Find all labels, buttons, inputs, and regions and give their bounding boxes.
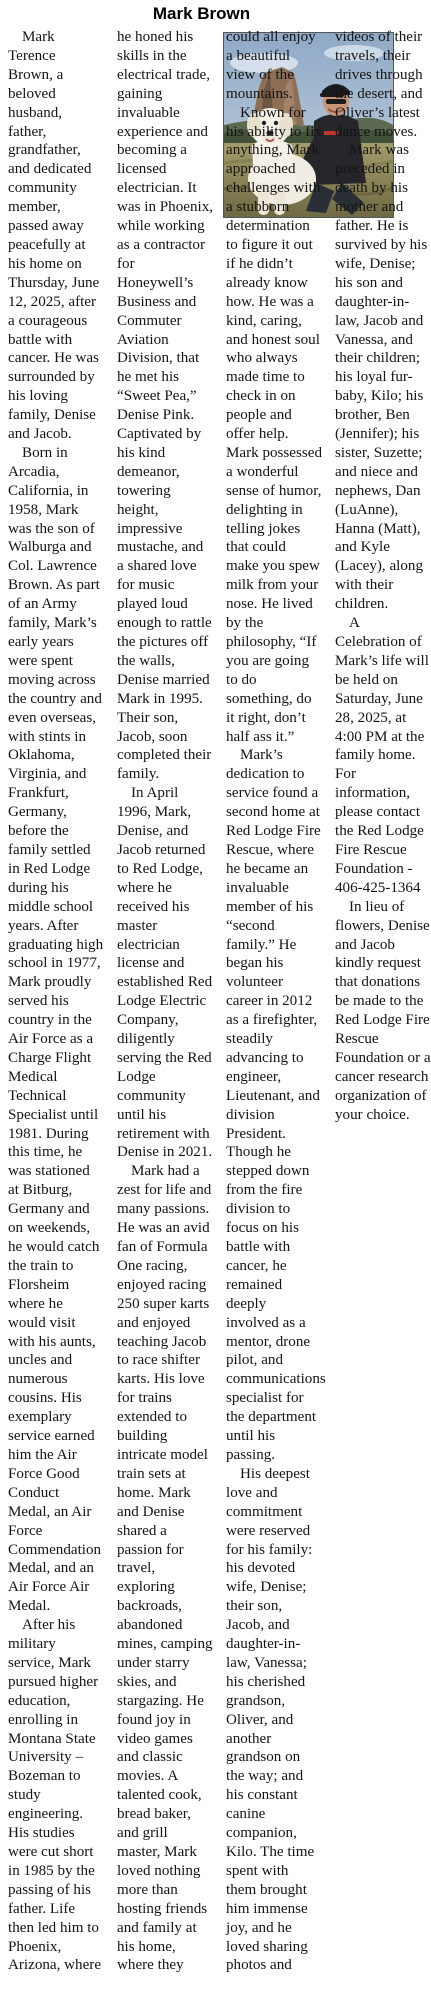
obituary-title: Mark Brown <box>152 4 251 23</box>
paragraph-celebration: A Celebration of Mark’s life will be held on Saturday, June 28, 2025, at 4:00 PM at the family home. For information, please contact the Red Lodge Fire Rescue Foundation - 406-425-1364 <box>335 615 429 896</box>
paragraph-family-love: His deepest love and commitment were reserved for his family: his devoted wife, Denise; their son, Jacob, and daughter-in-law, Vanessa; his cherished grandson, Oliver, and another grandson on the way; and his constant canine companion, Kilo. The time spent with them brought him immense joy, and he loved sharing photos and videos of their travels, their drives through the desert, and Oliver’s latest dance moves. <box>226 29 423 1974</box>
obituary-columns <box>8 28 431 1978</box>
paragraph-intro: Mark Terence Brown, a beloved husband, father, grandfather, and dedicated community member, passed away peacefully at his home on Thursday, June 12, 2025, after a courageous battle with cancer. He was surrounded by his loving family, Denise and Jacob. <box>8 29 100 443</box>
paragraph-red-lodge-return: In April 1996, Mark, Denise, and Jacob returned to Red Lodge, where he received his master electrician license and established Red Lodge Electric Company, diligently serving the Red Lodge community until his retirement with Denise in 2021. <box>117 785 213 1161</box>
paragraph-early-life: Born in Arcadia, California, in 1958, Mark was the son of Walburga and Col. Lawrence Brown. As part of an Army family, Mark’s early years were spent moving across the country and even overseas, with stints in Oklahoma, Virginia, and Frankfurt, Germany, before the family settled in Red Lodge during his middle school years. After graduating high school in 1977, Mark proudly served his country in the Air Force as a Charge Flight Medical Technical Specialist until 1981. During this time, he was stationed at Bitburg, Germany and on weekends, he would catch the train to Florsheim where he would visit with his aunts, uncles and numerous cousins. His exemplary service earned him the Air Force Good Conduct Medal, an Air Force Commendation Medal, and an Air Force Air Medal. <box>8 444 104 1615</box>
paragraph-survivors: Mark was preceded in death by his mother and father. He is survived by his wife, Denise; his son and daughter-in-law, Jacob and Vanessa, and their children; his loyal fur-baby, Kilo; his brother, Ben (Jennifer); his sister, Suzette; and niece and nephews, Dan (LuAnne), Hanna (Matt), and Kyle (Lacey), along with their children. <box>335 142 428 613</box>
paragraph-donations: In lieu of flowers, Denise and Jacob kindly request that donations be made to the Red Lodge Fire Rescue Foundation or a cancer research organization of your choice. <box>335 898 431 1123</box>
paragraph-character: Known for his ability to fix anything, Mark approached challenges with a stubborn determination to figure it out if he didn’t already know how. He was a kind, caring, and honest soul who always made time to check in on people and offer help. Mark possessed a wonderful sense of humor, delighting in telling jokes that could make you spew milk from your nose. He lived by the philosophy, “If you are going to do something, do it right, don’t half ass it.” <box>226 104 323 745</box>
obituary-body <box>8 28 431 1978</box>
paragraph-passions: Mark had a zest for life and many passions. He was an avid fan of Formula One racing, enjoyed racing 250 super karts and enjoyed teaching Jacob to race shifter karts. His love for trains extended to building intricate model train sets at home. Mark and Denise shared a passion for travel, exploring backroads, abandoned mines, camping under starry skies, and stargazing. He found joy in video games and classic movies. A talented cook, bread baker, and grill master, Mark loved nothing more than hosting friends and family at his home, where they could all enjoy a beautiful view of the mountains. <box>117 29 316 1974</box>
paragraph-fire-rescue: Mark’s dedication to service found a second home at Red Lodge Fire Rescue, where he became an invaluable member of his “second family.” He began his volunteer career in 2012 as a firefighter, steadily advancing to engineer, Lieutenant, and division President. Though he stepped down from the fire division to focus on his battle with cancer, he remained deeply involved as a mentor, drone pilot, and communications specialist for the department until his passing. <box>226 747 326 1463</box>
paragraph-education-career: After his military service, Mark pursued higher education, enrolling in Montana State University – Bozeman to study engineering. His studies were cut short in 1985 by the passing of his father. Life then led him to Phoenix, Arizona, where he honed his skills in the electrical trade, gaining invaluable experience and becoming a licensed electrician. It was in Phoenix, while working as a contractor for Honeywell’s Business and Commuter Aviation Division, that he met his “Sweet Pea,” Denise Pink. Captivated by his kind demeanor, towering height, impressive mustache, and a shared love for music played loud enough to rattle the pictures off the walls, Denise married Mark in 1995. Their son, Jacob, soon completed their family. <box>8 29 214 1974</box>
